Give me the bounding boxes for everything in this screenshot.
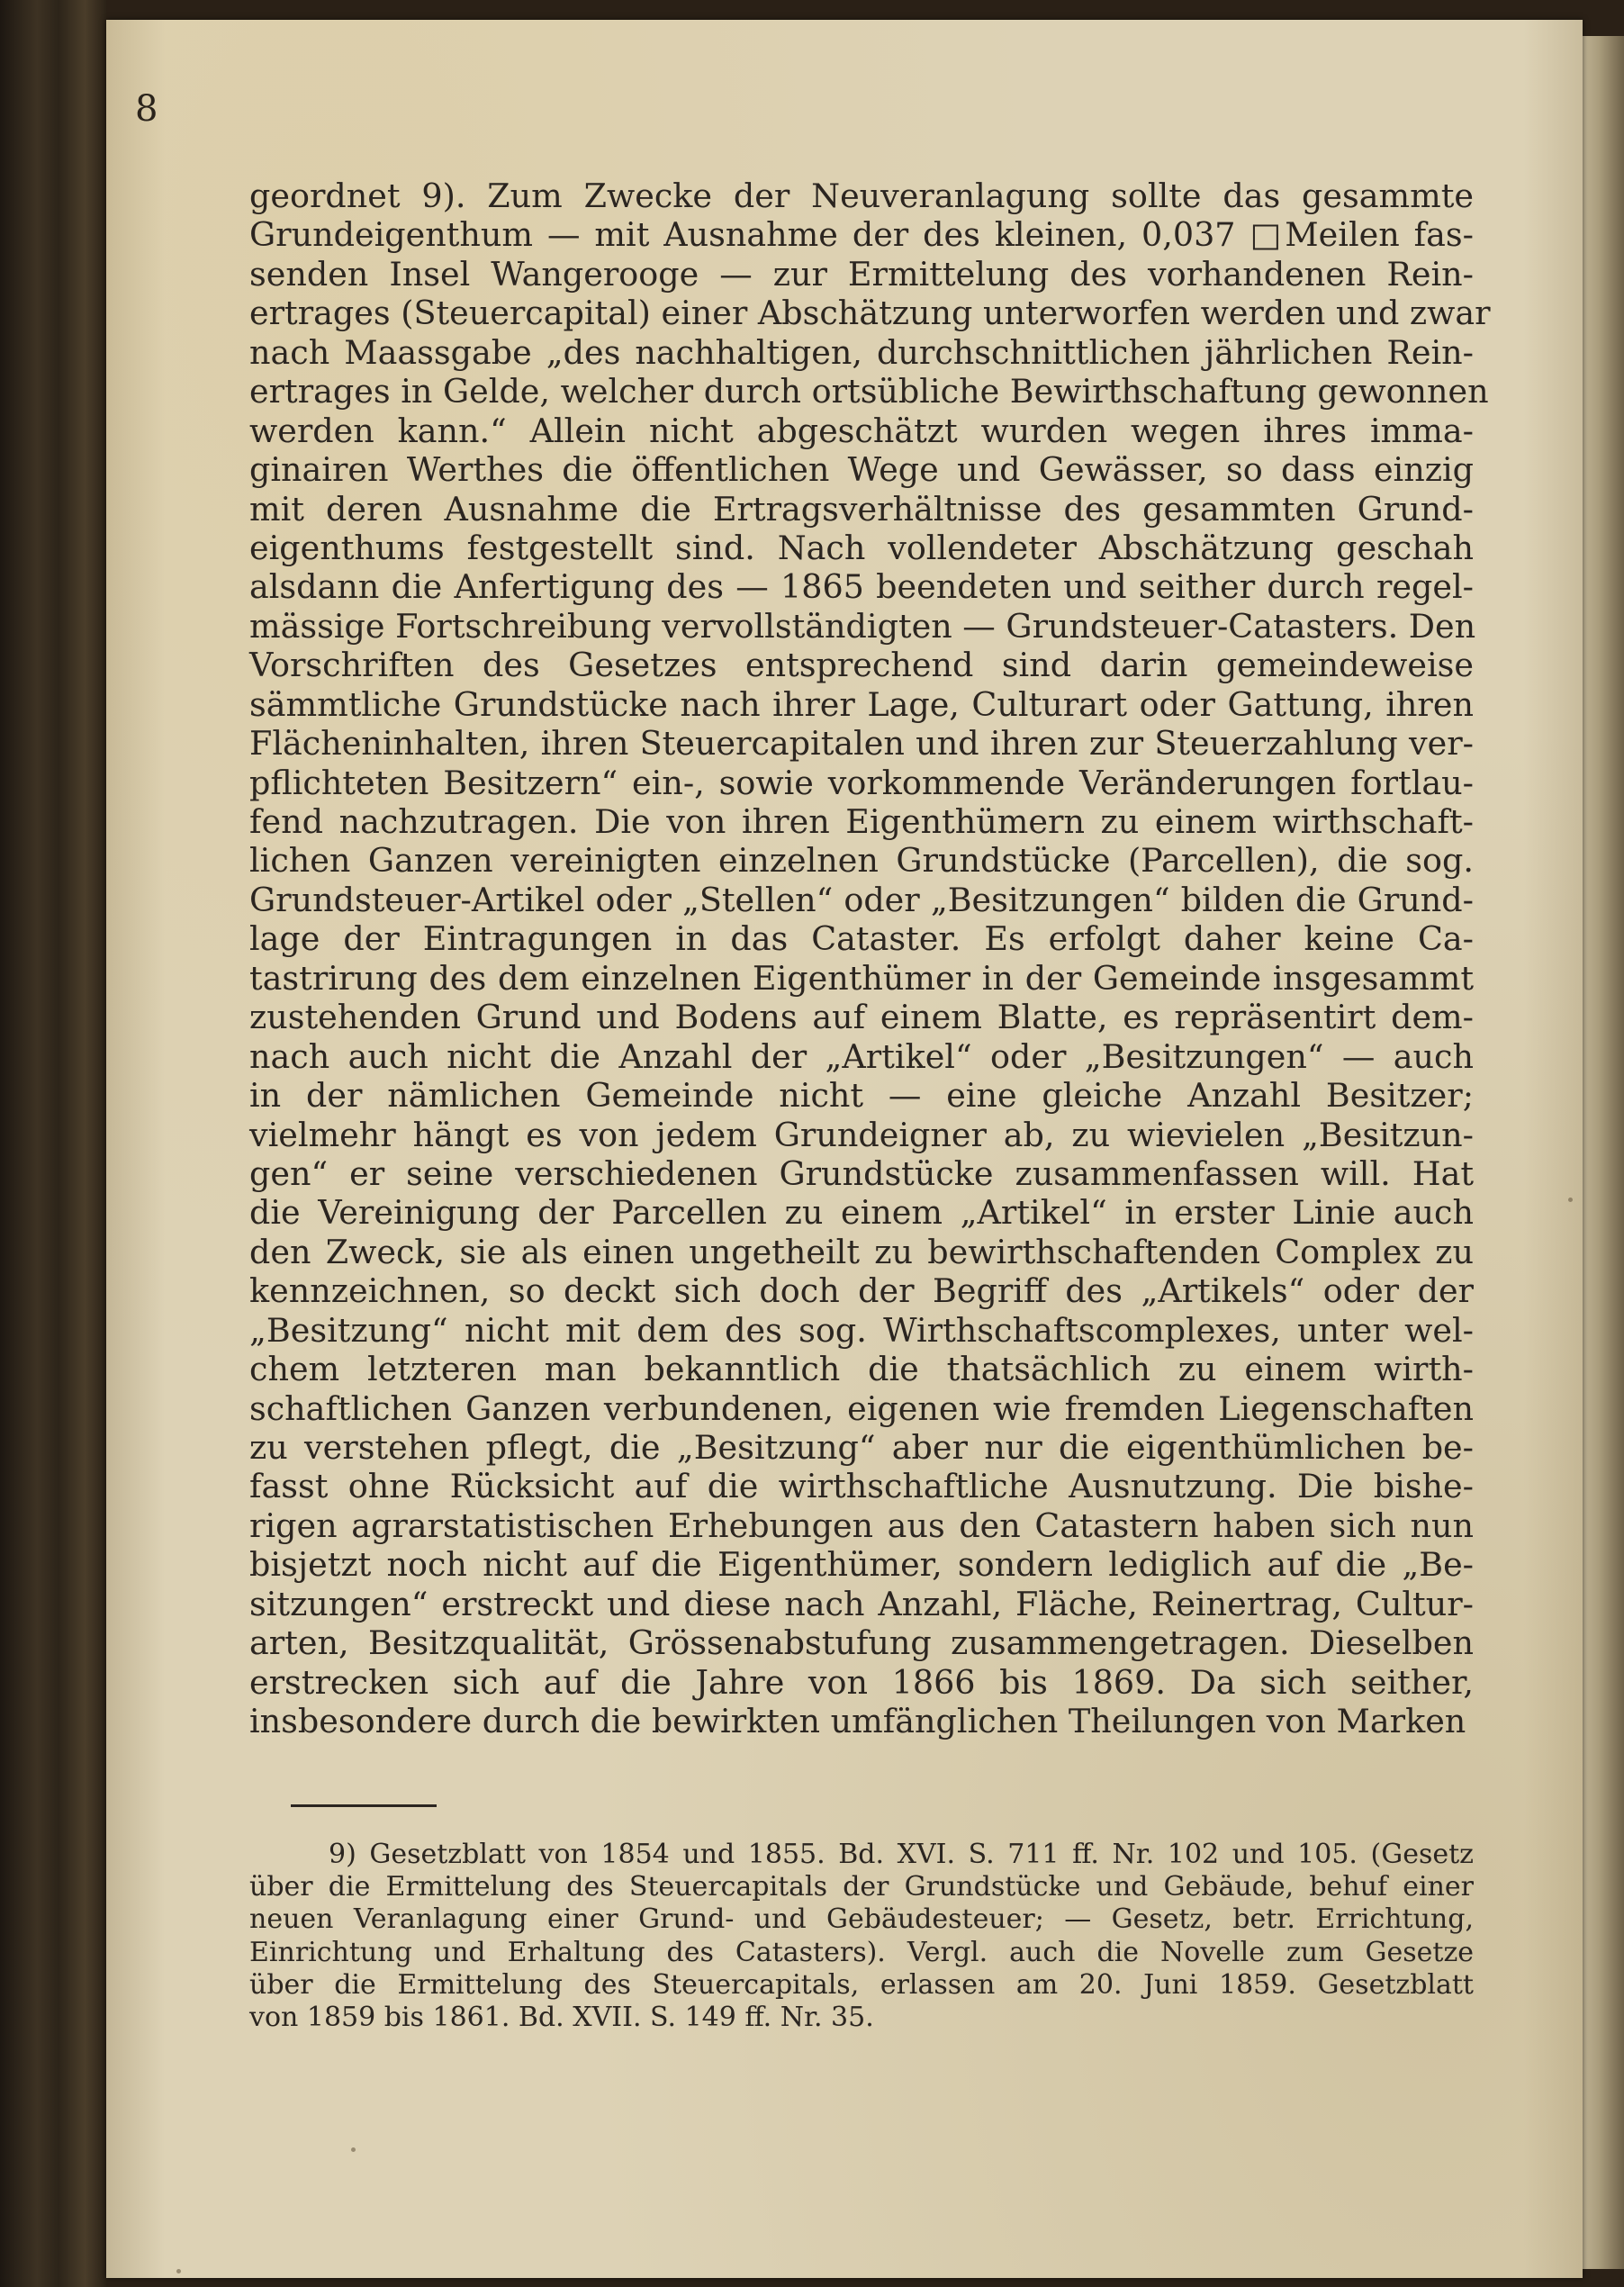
body-text <box>249 176 1491 1741</box>
text-line: pflichteten Besitzern“ ein-, sowie vorkommende Veränderungen fortlau- <box>249 763 1474 802</box>
text-line: lage der Eintragungen in das Cataster. Es erfolgt daher keine Ca- <box>249 919 1474 959</box>
footnote-line: Einrichtung und Erhaltung des Catasters). Vergl. auch die Novelle zum Gesetze <box>249 1936 1474 1968</box>
text-line: nach Maassgabe „des nachhaltigen, durchschnittlichen jährlichen Rein- <box>249 332 1474 372</box>
text-line: chem letzteren man bekanntlich die thatsächlich zu einem wirth- <box>249 1350 1474 1389</box>
paper-speck <box>1568 1198 1573 1202</box>
text-line: rigen agrarstatistischen Erhebungen aus den Catastern haben sich nun <box>249 1505 1474 1545</box>
page-stack-edge <box>1583 36 1624 2269</box>
text-line: ertrages in Gelde, welcher durch ortsübliche Bewirthschaftung gewonnen <box>249 372 1489 411</box>
text-line: mit deren Ausnahme die Ertragsverhältnisse des gesammten Grund- <box>249 489 1474 529</box>
footnote-line: neuen Veranlagung einer Grund- und Gebäudesteuer; — Gesetz, betr. Errichtung, <box>249 1903 1474 1936</box>
text-line: den Zweck, sie als einen ungetheilt zu bewirthschaftenden Complex zu <box>249 1232 1474 1271</box>
text-line: lichen Ganzen vereinigten einzelnen Grundstücke (Parcellen), die sog. <box>249 841 1474 881</box>
text-line: nach auch nicht die Anzahl der „Artikel“ oder „Besitzungen“ — auch <box>249 1036 1474 1076</box>
book-binding-edge <box>0 0 106 2287</box>
text-line: sämmtliche Grundstücke nach ihrer Lage, Culturart oder Gattung, ihren <box>249 684 1474 724</box>
text-line: senden Insel Wangerooge — zur Ermittelung des vorhandenen Rein- <box>249 254 1474 294</box>
text-line: werden kann.“ Allein nicht abgeschätzt wurden wegen ihres imma- <box>249 411 1474 450</box>
paper-speck <box>176 2269 181 2273</box>
footnote-block <box>249 1839 1474 2034</box>
text-line: vielmehr hängt es von jedem Grundeigner ab, zu wievielen „Besitzun- <box>249 1115 1474 1154</box>
paper-speck <box>351 2147 356 2152</box>
text-line: zu verstehen pflegt, die „Besitzung“ aber nur die eigenthümlichen be- <box>249 1428 1474 1467</box>
text-line: in der nämlichen Gemeinde nicht — eine gleiche Anzahl Besitzer; <box>249 1076 1474 1116</box>
text-line: tastrirung des dem einzelnen Eigenthümer in der Gemeinde insgesammt <box>249 958 1474 998</box>
text-line: ertrages (Steuercapital) einer Abschätzung unterworfen werden und zwar <box>249 294 1491 333</box>
text-line: „Besitzung“ nicht mit dem des sog. Wirthschaftscomplexes, unter wel- <box>249 1310 1474 1350</box>
text-line: mässige Fortschreibung vervollständigten — Grundsteuer-Catasters. Den <box>249 606 1476 646</box>
text-line: bisjetzt noch nicht auf die Eigenthümer, sondern lediglich auf die „Be- <box>249 1545 1474 1585</box>
footnote-line: über die Ermittelung des Steuercapitals, erlassen am 20. Juni 1859. Gesetzblatt <box>249 1968 1474 2001</box>
text-line: schaftlichen Ganzen verbundenen, eigenen wie fremden Liegenschaften <box>249 1388 1474 1428</box>
text-line: geordnet 9). Zum Zwecke der Neuveranlagung sollte das gesammte <box>249 176 1474 215</box>
text-line: Flächeninhalten, ihren Steuercapitalen und ihren zur Steuerzahlung ver- <box>249 724 1474 764</box>
text-line: Grundeigenthum — mit Ausnahme der des kleinen, 0,037 □Meilen fas- <box>249 215 1474 255</box>
text-line: eigenthums festgestellt sind. Nach vollendeter Abschätzung geschah <box>249 528 1474 567</box>
text-line: Grundsteuer-Artikel oder „Stellen“ oder „Besitzungen“ bilden die Grund- <box>249 880 1474 919</box>
text-line: zustehenden Grund und Bodens auf einem Blatte, es repräsentirt dem- <box>249 998 1474 1037</box>
text-line: fend nachzutragen. Die von ihren Eigenthümern zu einem wirthschaft- <box>249 802 1474 841</box>
text-line: insbesondere durch die bewirkten umfänglichen Theilungen von Marken <box>249 1702 1466 1741</box>
page-number: 8 <box>135 88 158 130</box>
footnote-line: über die Ermittelung des Steuercapitals der Grundstücke und Gebäude, behuf einer <box>249 1871 1474 1903</box>
text-line: ginairen Werthes die öffentlichen Wege und Gewässer, so dass einzig <box>249 450 1474 490</box>
text-line: Vorschriften des Gesetzes entsprechend sind darin gemeindeweise <box>249 646 1474 685</box>
text-line: arten, Besitzqualität, Grössenabstufung zusammengetragen. Dieselben <box>249 1623 1474 1663</box>
text-line: erstrecken sich auf die Jahre von 1866 bis 1869. Da sich seither, <box>249 1662 1474 1702</box>
text-line: gen“ er seine verschiedenen Grundstücke zusammenfassen will. Hat <box>249 1153 1474 1193</box>
text-line: alsdann die Anfertigung des — 1865 beendeten und seither durch regel- <box>249 567 1474 607</box>
footnote-line: von 1859 bis 1861. Bd. XVII. S. 149 ff. Nr. 35. <box>249 2001 874 2033</box>
footnote-line: 9) Gesetzblatt von 1854 und 1855. Bd. XVI. S. 711 ff. Nr. 102 und 105. (Gesetz <box>329 1839 1474 1870</box>
footnote-divider <box>291 1804 437 1807</box>
text-line: die Vereinigung der Parcellen zu einem „Artikel“ in erster Linie auch <box>249 1193 1474 1233</box>
text-line: fasst ohne Rücksicht auf die wirthschaftliche Ausnutzung. Die bishe- <box>249 1467 1474 1506</box>
text-line: kennzeichnen, so deckt sich doch der Begriff des „Artikels“ oder der <box>249 1271 1474 1311</box>
text-line: sitzungen“ erstreckt und diese nach Anzahl, Fläche, Reinertrag, Cultur- <box>249 1584 1474 1623</box>
